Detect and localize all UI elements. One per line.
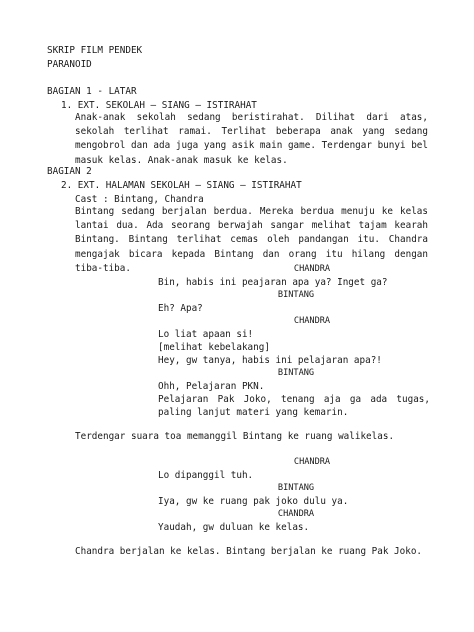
dialogue-line: Eh? Apa? (158, 303, 203, 314)
action-line: Chandra berjalan ke kelas. Bintang berjalan ke ruang Pak Joko. (75, 546, 423, 557)
scene-1-heading: 1. EXT. SEKOLAH – SIANG – ISTIRAHAT (61, 100, 257, 111)
cast-list: Cast : Bintang, Chandra (75, 194, 204, 205)
dialogue-line: Yaudah, gw duluan ke kelas. (158, 522, 310, 533)
dialogue-line: Ohh, Pelajaran PKN. (158, 381, 265, 392)
character-name: CHANDRA (293, 316, 331, 326)
action-line: Terdengar suara toa memanggil Bintang ke ruang walikelas. (75, 431, 395, 442)
dialogue-line: Lo dipanggil tuh. (158, 470, 254, 481)
document-title: SKRIP FILM PENDEK (47, 45, 143, 56)
section-1-heading: BAGIAN 1 - LATAR (47, 86, 137, 97)
dialogue-line: Hey, gw tanya, habis ini pelajaran apa?! (158, 355, 382, 366)
dialogue-parenthetical: [melihat kebelakang] (158, 342, 270, 353)
dialogue-line: Lo liat apaan si! (158, 329, 254, 340)
dialogue-line: Bin, habis ini peajaran apa ya? Inget ga? (158, 277, 388, 288)
scene-2-action: Bintang sedang berjalan berdua. Mereka berdua menuju ke kelas lantai dua. Ada seorang berwajah sangar melihat tajam kearah Bintang. Bintang terlihat cemas oleh pandangan itu. Chandra mengajak bicara kepada Bintang dan orang itu hilang dengan tiba-tiba. (75, 206, 428, 274)
dialogue-paragraph: Pelajaran Pak Joko, tenang aja ga ada tugas, paling lanjut materi yang kemarin. (158, 394, 430, 418)
dialogue-line: Iya, gw ke ruang pak joko dulu ya. (158, 496, 349, 507)
character-name: BINTANG (277, 290, 315, 300)
scene-2-heading: 2. EXT. HALAMAN SEKOLAH – SIANG – ISTIRAHAT (61, 180, 302, 191)
document-subtitle: PARANOID (47, 59, 92, 70)
scene-1-action: Anak-anak sekolah sedang beristirahat. Dilihat dari atas, sekolah terlihat ramai. Terlihat beberapa anak yang sedang mengobrol dan ada juga yang asik main game. Terdengar bunyi bel masuk kelas. Anak-anak masuk ke kelas. (75, 112, 428, 166)
character-name: CHANDRA (293, 457, 331, 467)
character-name: CHANDRA (293, 264, 331, 274)
character-name: BINTANG (277, 483, 315, 493)
section-2-heading: BAGIAN 2 (47, 166, 92, 177)
character-name: BINTANG (277, 368, 315, 378)
character-name: CHANDRA (277, 509, 315, 519)
